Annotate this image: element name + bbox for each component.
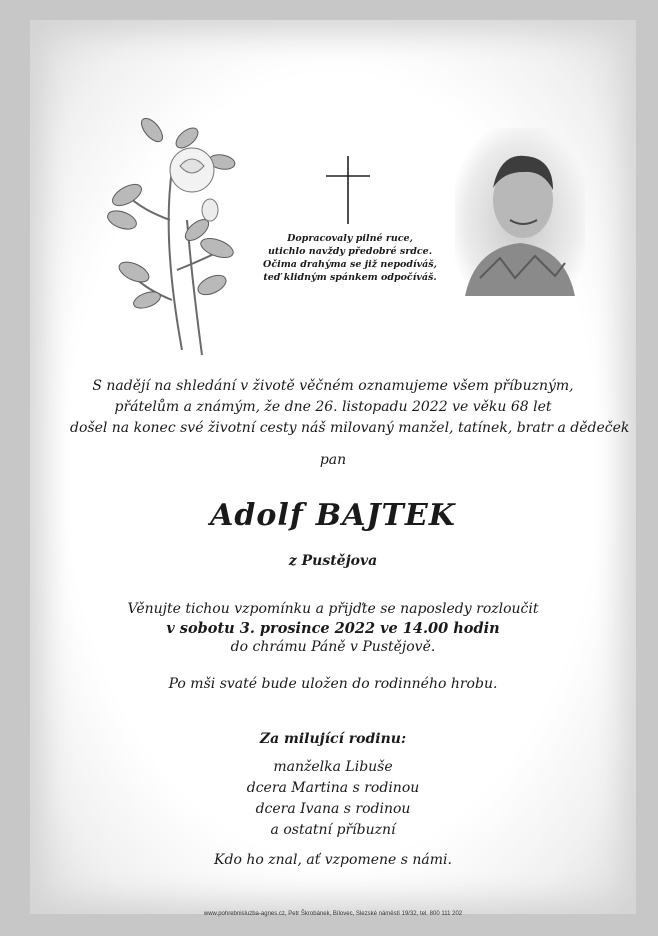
first-name: Adolf [210,498,304,533]
family-heading: Za milující rodinu: [259,731,407,747]
funeral-service-footer: www.pohrebnisluzba-agnes.cz, Petr Škrobánek, Bílovec, Slezské náměstí 19/32, tel. 800 111 202 [203,911,463,917]
ceremony-invitation: Věnujte tichou vzpomínku a přijďte se naposledy rozloučit [127,601,539,617]
poem [235,232,465,284]
rose-illustration [92,100,242,360]
announcement-text [70,376,630,439]
portrait-silhouette [455,128,585,296]
deceased-name [30,498,636,533]
family-member: dcera Ivana s rodinou [255,801,411,817]
paper-sheet [30,20,636,917]
poem-line: Očima drahýma se již nepodíváš, [263,259,437,270]
ceremony-place: do chrámu Páně v Pustějově. [230,639,436,655]
announcement-line: přátelům a známým, že dne 26. listopadu 2022 ve věku 68 let [114,399,552,415]
closing-line: Kdo ho znal, ať vzpomene s námi. [214,852,452,868]
announcement-line: došel na konec své životní cesty náš milovaný manžel, tatínek, bratr a dědeček [70,420,630,436]
salutation: pan [319,452,347,468]
ceremony-info [30,600,636,657]
poem-line: utichlo navždy předobré srdce. [267,246,433,257]
poem-line: teď klidným spánkem odpočíváš. [263,272,437,283]
family-member: dcera Martina s rodinou [246,780,420,796]
origin: z Pustějova [288,553,378,569]
poem-line: Dopracovaly pilné ruce, [287,233,413,244]
burial-info: Po mši svaté bude uložen do rodinného hrobu. [168,676,498,692]
family-list [30,757,636,841]
announcement-line: S nadějí na shledání v životě věčném oznamujeme všem příbuzným, [92,378,574,394]
ceremony-date: v sobotu 3. prosince 2022 ve 14.00 hodin [166,620,500,637]
family-member: manželka Libuše [273,759,393,775]
family-member: a ostatní příbuzní [270,822,396,838]
last-name: BAJTEK [315,498,456,533]
cross-icon [326,156,370,224]
portrait-photo [455,128,585,296]
